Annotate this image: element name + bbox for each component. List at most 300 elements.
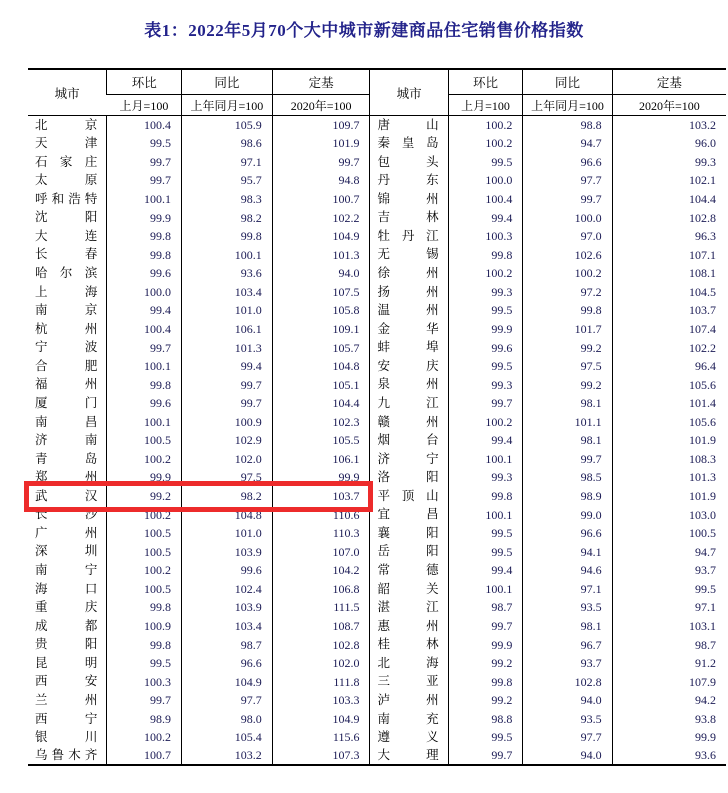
- city-name: 重庆: [35, 600, 98, 615]
- index-value-cell: 100.0: [523, 208, 612, 227]
- index-value-cell: 102.8: [272, 635, 370, 654]
- index-value-cell: 105.7: [272, 338, 370, 357]
- index-value-cell: 100.5: [612, 524, 726, 543]
- city-name-cell: [370, 190, 448, 209]
- table-row: [28, 153, 726, 172]
- city-name: 杭州: [35, 321, 98, 336]
- table-row: [28, 190, 726, 209]
- city-name: 牡丹江: [377, 228, 439, 243]
- city-name: 包头: [377, 154, 439, 169]
- index-value-cell: 99.2: [448, 691, 523, 710]
- city-name-cell: [28, 413, 107, 432]
- city-name-cell: [370, 413, 448, 432]
- city-name-cell: [28, 747, 107, 766]
- index-value-cell: 99.8: [448, 487, 523, 506]
- index-value-cell: 99.8: [523, 301, 612, 320]
- city-name: 泸州: [377, 692, 439, 707]
- table-row: [28, 672, 726, 691]
- index-value-cell: 98.6: [182, 134, 273, 153]
- index-value-cell: 93.8: [612, 710, 726, 729]
- index-value-cell: 99.5: [107, 654, 182, 673]
- index-value-cell: 99.5: [448, 153, 523, 172]
- table-row: [28, 635, 726, 654]
- city-name-cell: [28, 654, 107, 673]
- index-value-cell: 96.6: [523, 524, 612, 543]
- city-name-cell: [370, 598, 448, 617]
- table-row: [28, 524, 726, 543]
- index-value-cell: 98.3: [182, 190, 273, 209]
- city-name: 北海: [377, 655, 439, 670]
- table-row: [28, 357, 726, 376]
- index-value-cell: 107.4: [612, 320, 726, 339]
- table-row: [28, 264, 726, 283]
- city-name: 济南: [35, 433, 98, 448]
- index-value-cell: 100.2: [107, 505, 182, 524]
- index-value-cell: 91.2: [612, 654, 726, 673]
- table-row: [28, 394, 726, 413]
- city-name-cell: [370, 691, 448, 710]
- table-row: [28, 747, 726, 766]
- index-value-cell: 99.5: [448, 728, 523, 747]
- index-value-cell: 106.1: [182, 320, 273, 339]
- index-value-cell: 100.9: [182, 413, 273, 432]
- index-value-cell: 98.9: [523, 487, 612, 506]
- index-value-cell: 99.7: [182, 375, 273, 394]
- index-value-cell: 104.9: [272, 227, 370, 246]
- index-value-cell: 107.1: [612, 245, 726, 264]
- header-mom-base-left: 上月=100: [107, 95, 182, 116]
- index-value-cell: 104.8: [272, 357, 370, 376]
- index-value-cell: 107.5: [272, 283, 370, 302]
- index-value-cell: 99.6: [182, 561, 273, 580]
- index-value-cell: 100.3: [107, 672, 182, 691]
- index-value-cell: 99.8: [448, 672, 523, 691]
- price-index-table: [28, 68, 726, 766]
- index-value-cell: 101.7: [523, 320, 612, 339]
- index-value-cell: 100.2: [523, 264, 612, 283]
- header-mom-base-right: 上月=100: [448, 95, 523, 116]
- city-name: 太原: [35, 173, 98, 188]
- table-row: [28, 301, 726, 320]
- index-value-cell: 100.5: [107, 542, 182, 561]
- index-value-cell: 105.6: [612, 413, 726, 432]
- city-name-cell: [370, 208, 448, 227]
- index-value-cell: 102.9: [182, 431, 273, 450]
- index-value-cell: 101.9: [612, 431, 726, 450]
- index-value-cell: 98.8: [523, 116, 612, 135]
- index-value-cell: 103.2: [612, 116, 726, 135]
- city-name: 常德: [377, 563, 439, 578]
- index-value-cell: 94.7: [523, 134, 612, 153]
- index-value-cell: 99.2: [523, 375, 612, 394]
- index-value-cell: 98.7: [448, 598, 523, 617]
- city-name: 南京: [35, 303, 98, 318]
- table-row: [28, 542, 726, 561]
- index-value-cell: 109.7: [272, 116, 370, 135]
- header-mom-left: 环比: [107, 69, 182, 95]
- city-name: 岳阳: [377, 544, 439, 559]
- table-row: [28, 320, 726, 339]
- city-name-cell: [28, 728, 107, 747]
- table-row: [28, 468, 726, 487]
- city-name: 合肥: [35, 358, 98, 373]
- table-row: [28, 580, 726, 599]
- city-name: 昆明: [35, 655, 98, 670]
- index-value-cell: 101.0: [182, 301, 273, 320]
- index-value-cell: 94.8: [272, 171, 370, 190]
- index-value-cell: 97.5: [182, 468, 273, 487]
- index-value-cell: 93.5: [523, 710, 612, 729]
- index-value-cell: 103.7: [612, 301, 726, 320]
- city-name: 泉州: [377, 377, 439, 392]
- city-name: 三亚: [377, 674, 439, 689]
- city-price-table: [28, 68, 726, 766]
- city-name-cell: [28, 635, 107, 654]
- index-value-cell: 100.2: [448, 413, 523, 432]
- index-value-cell: 99.0: [523, 505, 612, 524]
- index-value-cell: 115.6: [272, 728, 370, 747]
- city-name: 洛阳: [377, 470, 439, 485]
- city-name-cell: [370, 153, 448, 172]
- index-value-cell: 99.5: [448, 357, 523, 376]
- index-value-cell: 99.9: [107, 468, 182, 487]
- city-name-cell: [370, 487, 448, 506]
- index-value-cell: 99.9: [612, 728, 726, 747]
- city-name: 徐州: [377, 266, 439, 281]
- city-name-cell: [28, 487, 107, 506]
- city-name: 宁波: [35, 340, 98, 355]
- index-value-cell: 104.4: [612, 190, 726, 209]
- city-name: 锦州: [377, 191, 439, 206]
- city-name: 西安: [35, 674, 98, 689]
- city-name-cell: [28, 357, 107, 376]
- index-value-cell: 98.1: [523, 431, 612, 450]
- index-value-cell: 99.8: [182, 227, 273, 246]
- index-value-cell: 100.2: [448, 116, 523, 135]
- index-value-cell: 99.4: [448, 431, 523, 450]
- city-name-cell: [370, 357, 448, 376]
- index-value-cell: 103.1: [612, 617, 726, 636]
- index-value-cell: 111.8: [272, 672, 370, 691]
- index-value-cell: 100.0: [107, 283, 182, 302]
- index-value-cell: 98.7: [612, 635, 726, 654]
- index-value-cell: 99.4: [182, 357, 273, 376]
- city-name-cell: [370, 561, 448, 580]
- city-name-cell: [370, 542, 448, 561]
- table-row: [28, 728, 726, 747]
- index-value-cell: 104.4: [272, 394, 370, 413]
- index-value-cell: 100.2: [448, 264, 523, 283]
- index-value-cell: 101.9: [612, 487, 726, 506]
- index-value-cell: 106.1: [272, 450, 370, 469]
- city-name-cell: [28, 375, 107, 394]
- city-name-cell: [28, 561, 107, 580]
- table-row: [28, 116, 726, 135]
- index-value-cell: 99.7: [448, 394, 523, 413]
- index-value-cell: 99.8: [107, 245, 182, 264]
- index-value-cell: 98.0: [182, 710, 273, 729]
- index-value-cell: 96.6: [523, 153, 612, 172]
- city-name: 扬州: [377, 284, 439, 299]
- index-value-cell: 99.7: [182, 394, 273, 413]
- index-value-cell: 100.1: [107, 357, 182, 376]
- city-name-cell: [370, 524, 448, 543]
- index-value-cell: 104.2: [272, 561, 370, 580]
- index-value-cell: 107.9: [612, 672, 726, 691]
- index-value-cell: 98.8: [448, 710, 523, 729]
- index-value-cell: 110.3: [272, 524, 370, 543]
- index-value-cell: 94.0: [523, 747, 612, 766]
- index-value-cell: 104.9: [272, 710, 370, 729]
- city-name: 南昌: [35, 414, 98, 429]
- city-name-cell: [370, 116, 448, 135]
- city-name: 遵义: [377, 730, 439, 745]
- index-value-cell: 100.1: [107, 190, 182, 209]
- index-value-cell: 99.6: [107, 264, 182, 283]
- city-name-cell: [370, 654, 448, 673]
- city-name: 海口: [35, 581, 98, 596]
- index-value-cell: 99.7: [107, 338, 182, 357]
- city-name-cell: [28, 153, 107, 172]
- city-name: 南充: [377, 711, 439, 726]
- city-name: 青岛: [35, 451, 98, 466]
- index-value-cell: 99.2: [523, 338, 612, 357]
- city-name: 温州: [377, 303, 439, 318]
- index-value-cell: 99.8: [448, 245, 523, 264]
- index-value-cell: 109.1: [272, 320, 370, 339]
- table-row: [28, 208, 726, 227]
- city-name: 惠州: [377, 618, 439, 633]
- index-value-cell: 98.2: [182, 487, 273, 506]
- index-value-cell: 99.2: [107, 487, 182, 506]
- index-value-cell: 93.7: [523, 654, 612, 673]
- city-name-cell: [370, 375, 448, 394]
- city-name-cell: [28, 116, 107, 135]
- index-value-cell: 99.4: [448, 561, 523, 580]
- index-value-cell: 99.8: [107, 227, 182, 246]
- index-value-cell: 99.5: [448, 542, 523, 561]
- city-name-cell: [370, 394, 448, 413]
- table-row: [28, 134, 726, 153]
- index-value-cell: 103.9: [182, 598, 273, 617]
- city-name: 大理: [377, 748, 439, 763]
- city-name: 襄阳: [377, 525, 439, 540]
- city-name: 济宁: [377, 451, 439, 466]
- index-value-cell: 101.3: [272, 245, 370, 264]
- city-name: 上海: [35, 284, 98, 299]
- header-city-right: 城市: [370, 69, 448, 116]
- index-value-cell: 99.7: [107, 171, 182, 190]
- city-name-cell: [370, 468, 448, 487]
- index-value-cell: 100.4: [448, 190, 523, 209]
- index-value-cell: 97.2: [523, 283, 612, 302]
- index-value-cell: 94.6: [523, 561, 612, 580]
- city-name-cell: [370, 338, 448, 357]
- table-row: [28, 245, 726, 264]
- index-value-cell: 99.3: [448, 375, 523, 394]
- index-value-cell: 94.1: [523, 542, 612, 561]
- city-name: 宜昌: [377, 507, 439, 522]
- index-value-cell: 93.6: [612, 747, 726, 766]
- city-name: 安庆: [377, 358, 439, 373]
- city-name-cell: [370, 672, 448, 691]
- index-value-cell: 98.5: [523, 468, 612, 487]
- index-value-cell: 99.3: [612, 153, 726, 172]
- index-value-cell: 100.7: [272, 190, 370, 209]
- index-value-cell: 96.4: [612, 357, 726, 376]
- index-value-cell: 99.6: [107, 394, 182, 413]
- index-value-cell: 96.0: [612, 134, 726, 153]
- city-name: 韶关: [377, 581, 439, 596]
- table-row: [28, 654, 726, 673]
- city-name: 呼和浩特: [35, 191, 98, 206]
- city-name-cell: [28, 283, 107, 302]
- index-value-cell: 96.3: [612, 227, 726, 246]
- index-value-cell: 111.5: [272, 598, 370, 617]
- city-name-cell: [28, 245, 107, 264]
- page-title: 表1：2022年5月70个大中城市新建商品住宅销售价格指数: [144, 21, 584, 40]
- index-value-cell: 103.0: [612, 505, 726, 524]
- city-name-cell: [370, 635, 448, 654]
- index-value-cell: 101.4: [612, 394, 726, 413]
- city-name-cell: [28, 190, 107, 209]
- city-name: 北京: [35, 117, 98, 132]
- index-value-cell: 98.1: [523, 617, 612, 636]
- index-value-cell: 99.4: [448, 208, 523, 227]
- city-name-cell: [28, 524, 107, 543]
- index-value-cell: 107.0: [272, 542, 370, 561]
- table-row: [28, 617, 726, 636]
- table-row: [28, 710, 726, 729]
- index-value-cell: 108.1: [612, 264, 726, 283]
- index-value-cell: 102.8: [523, 672, 612, 691]
- header-yoy-base-left: 上年同月=100: [182, 95, 273, 116]
- index-value-cell: 94.0: [272, 264, 370, 283]
- index-value-cell: 97.7: [523, 171, 612, 190]
- city-name: 贵阳: [35, 637, 98, 652]
- index-value-cell: 101.9: [272, 134, 370, 153]
- city-name: 平顶山: [377, 488, 439, 503]
- city-name-cell: [28, 264, 107, 283]
- index-value-cell: 102.2: [272, 208, 370, 227]
- index-value-cell: 99.8: [107, 598, 182, 617]
- index-value-cell: 100.0: [448, 171, 523, 190]
- city-name-cell: [28, 672, 107, 691]
- city-name: 西宁: [35, 711, 98, 726]
- table-row: [28, 413, 726, 432]
- header-fixed-right: 定基: [612, 69, 726, 95]
- table-row: [28, 171, 726, 190]
- city-name-cell: [370, 320, 448, 339]
- city-name: 成都: [35, 618, 98, 633]
- index-value-cell: 93.5: [523, 598, 612, 617]
- index-value-cell: 99.6: [448, 338, 523, 357]
- index-value-cell: 103.4: [182, 283, 273, 302]
- city-name-cell: [370, 505, 448, 524]
- index-value-cell: 100.1: [448, 450, 523, 469]
- city-name: 南宁: [35, 563, 98, 578]
- city-name: 郑州: [35, 470, 98, 485]
- index-value-cell: 103.4: [182, 617, 273, 636]
- index-value-cell: 99.7: [448, 747, 523, 766]
- index-value-cell: 97.1: [612, 598, 726, 617]
- index-value-cell: 99.3: [448, 468, 523, 487]
- index-value-cell: 100.5: [107, 580, 182, 599]
- table-row: [28, 691, 726, 710]
- city-name: 湛江: [377, 600, 439, 615]
- index-value-cell: 105.5: [272, 431, 370, 450]
- city-name-cell: [370, 617, 448, 636]
- index-value-cell: 97.1: [182, 153, 273, 172]
- index-value-cell: 100.2: [448, 134, 523, 153]
- city-name-cell: [370, 301, 448, 320]
- city-name: 赣州: [377, 414, 439, 429]
- city-name-cell: [28, 542, 107, 561]
- index-value-cell: 99.8: [107, 635, 182, 654]
- index-value-cell: 98.2: [182, 208, 273, 227]
- index-value-cell: 101.3: [182, 338, 273, 357]
- city-name: 厦门: [35, 395, 98, 410]
- city-name-cell: [28, 431, 107, 450]
- index-value-cell: 107.3: [272, 747, 370, 766]
- index-value-cell: 103.2: [182, 747, 273, 766]
- index-value-cell: 102.1: [612, 171, 726, 190]
- city-name-cell: [28, 691, 107, 710]
- index-value-cell: 108.3: [612, 450, 726, 469]
- city-name-cell: [28, 598, 107, 617]
- index-value-cell: 102.8: [612, 208, 726, 227]
- city-name: 广州: [35, 525, 98, 540]
- header-fixed-base-left: 2020年=100: [272, 95, 370, 116]
- city-name: 吉林: [377, 210, 439, 225]
- index-value-cell: 102.0: [182, 450, 273, 469]
- city-name: 深圳: [35, 544, 98, 559]
- city-name-cell: [370, 450, 448, 469]
- index-value-cell: 104.8: [182, 505, 273, 524]
- city-name-cell: [28, 171, 107, 190]
- city-name: 九江: [377, 395, 439, 410]
- index-value-cell: 103.9: [182, 542, 273, 561]
- header-city-left: 城市: [28, 69, 107, 116]
- index-value-cell: 100.1: [448, 505, 523, 524]
- index-value-cell: 97.5: [523, 357, 612, 376]
- index-value-cell: 99.4: [107, 301, 182, 320]
- index-value-cell: 100.5: [107, 524, 182, 543]
- index-value-cell: 100.1: [448, 580, 523, 599]
- index-value-cell: 102.6: [523, 245, 612, 264]
- index-value-cell: 102.4: [182, 580, 273, 599]
- index-value-cell: 97.1: [523, 580, 612, 599]
- index-value-cell: 99.9: [448, 320, 523, 339]
- index-value-cell: 110.6: [272, 505, 370, 524]
- index-value-cell: 100.4: [107, 320, 182, 339]
- city-name-cell: [370, 710, 448, 729]
- header-mom-right: 环比: [448, 69, 523, 95]
- index-value-cell: 100.1: [182, 245, 273, 264]
- city-name-cell: [28, 580, 107, 599]
- index-value-cell: 104.5: [612, 283, 726, 302]
- index-value-cell: 99.7: [272, 153, 370, 172]
- city-name-cell: [28, 394, 107, 413]
- city-name: 天津: [35, 136, 98, 151]
- header-yoy-base-right: 上年同月=100: [523, 95, 612, 116]
- city-name: 桂林: [377, 637, 439, 652]
- table-row: [28, 561, 726, 580]
- header-fixed-base-right: 2020年=100: [612, 95, 726, 116]
- header-fixed-left: 定基: [272, 69, 370, 95]
- index-value-cell: 100.3: [448, 227, 523, 246]
- table-row: [28, 505, 726, 524]
